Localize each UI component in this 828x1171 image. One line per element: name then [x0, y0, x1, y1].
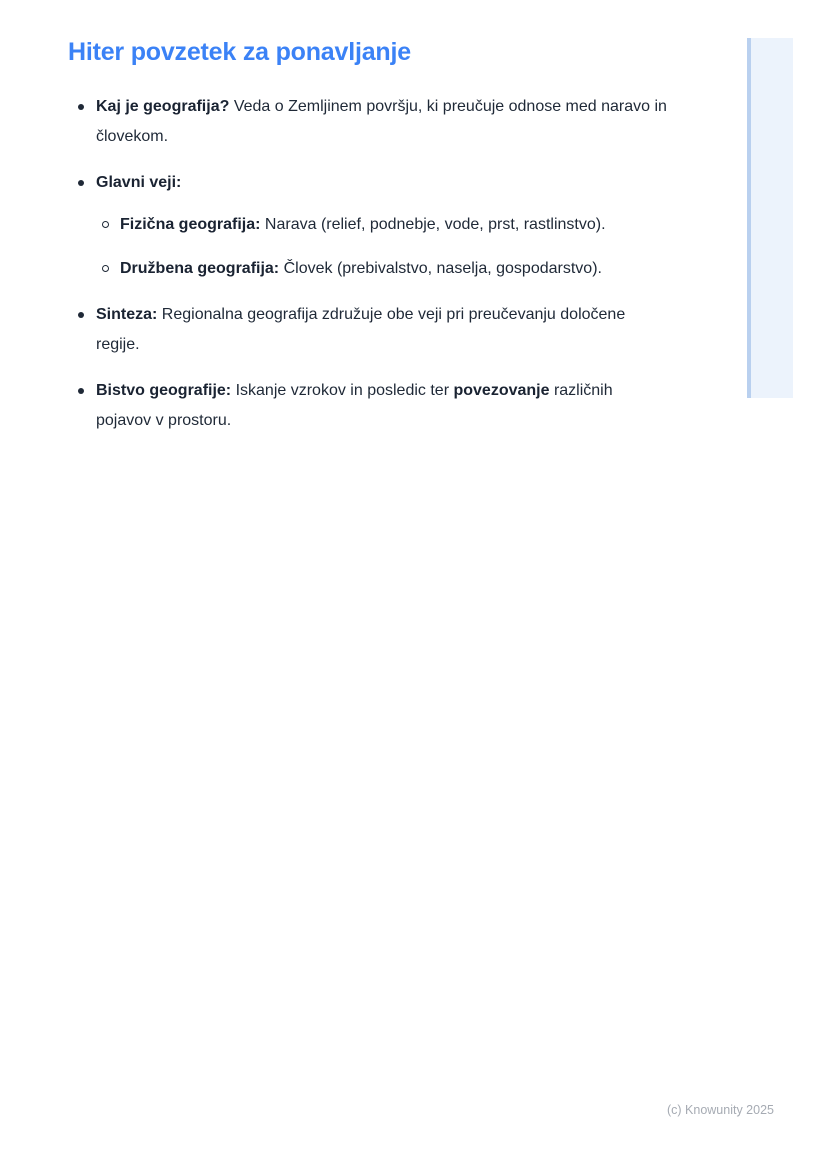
list-item-definition: [68, 92, 668, 152]
list-item-branches: [68, 168, 668, 284]
item-lead: Glavni veji:: [96, 174, 182, 191]
list-item-text: [96, 300, 668, 360]
item-lead: Kaj je geografija?: [96, 98, 230, 115]
branches-sublist: [96, 210, 668, 284]
sublist-item-text: [120, 210, 668, 240]
bullet-icon: [78, 180, 84, 186]
item-emphasis: povezovanje: [453, 382, 550, 399]
bullet-icon: [78, 104, 84, 110]
circle-bullet-icon: [102, 221, 109, 228]
item-lead: Družbena geografija:: [120, 260, 280, 277]
summary-list: [68, 92, 668, 436]
item-body-tail: različnih pojavov v prostoru.: [96, 382, 613, 429]
item-body: Veda o Zemljinem površju, ki preučuje odnose med naravo in človekom.: [96, 98, 667, 145]
list-item-synthesis: [68, 300, 668, 360]
sublist-item-physical: [96, 210, 668, 240]
margin-highlight-strip: [747, 38, 793, 398]
summary-section: [68, 38, 668, 452]
bullet-icon: [78, 388, 84, 394]
circle-bullet-icon: [102, 265, 109, 272]
page-title: Hiter povzetek za ponavljanje: [68, 38, 411, 66]
list-item-text: [96, 168, 668, 198]
item-body: Človek (prebivalstvo, naselja, gospodarstvo).: [279, 260, 602, 277]
sublist-item-social: [96, 254, 668, 284]
item-lead: Sinteza:: [96, 306, 158, 323]
item-lead: Fizična geografija:: [120, 216, 261, 233]
item-lead: Bistvo geografije:: [96, 382, 232, 399]
sublist-item-text: [120, 254, 668, 284]
list-item-text: [96, 376, 668, 436]
item-body: Narava (relief, podnebje, vode, prst, rastlinstvo).: [260, 216, 606, 233]
list-item-essence: [68, 376, 668, 436]
item-body: Regionalna geografija združuje obe veji pri preučevanju določene regije.: [96, 306, 626, 353]
list-item-text: [96, 92, 668, 152]
item-body: Iskanje vzrokov in posledic ter: [231, 382, 454, 399]
bullet-icon: [78, 312, 84, 318]
footer-copyright: (c) Knowunity 2025: [666, 1103, 774, 1117]
